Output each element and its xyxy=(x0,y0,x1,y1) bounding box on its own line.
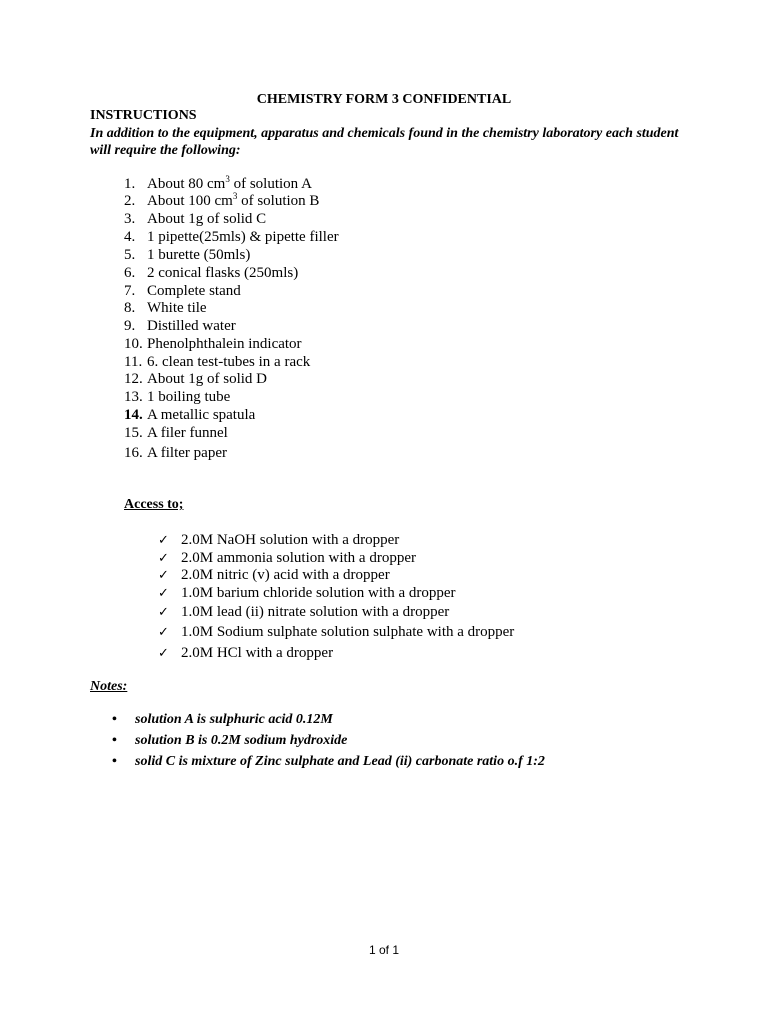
list-item: • solution B is 0.2M sodium hydroxide xyxy=(112,733,348,748)
list-item: 10. Phenolphthalein indicator xyxy=(124,336,302,352)
document-title: CHEMISTRY FORM 3 CONFIDENTIAL xyxy=(256,92,512,107)
list-item: 2. About 100 $cm^3$ of solution B xyxy=(124,191,320,209)
list-item: • solid C is mixture of Zinc sulphate and Lead (ii) carbonate ratio o.f 1:2 xyxy=(112,754,545,769)
bullet-icon: • xyxy=(112,712,117,727)
list-item: 12. About 1g of solid D xyxy=(124,371,267,387)
list-item: 1. About 80 $cm^3$ of solution A xyxy=(124,174,312,192)
list-item: 4. 1 pipette(25mls) & pipette filler xyxy=(124,229,339,245)
access-heading: Access to; xyxy=(124,497,184,512)
list-item: ✓ 1.0M barium chloride solution with a dropper xyxy=(158,585,456,601)
instructions-intro: In addition to the equipment, apparatus and chemicals found in the chemistry laboratory each student will require the following: xyxy=(90,126,679,158)
bullet-icon: • xyxy=(112,733,117,748)
checkmark-icon: ✓ xyxy=(158,646,169,661)
list-item: 15. A filer funnel xyxy=(124,425,228,441)
list-item: 8. White tile xyxy=(124,300,207,316)
checkmark-icon: ✓ xyxy=(158,533,169,548)
list-item: 3. About 1g of solid C xyxy=(124,211,267,227)
list-item: ✓ 2.0M HCl with a dropper xyxy=(158,645,334,661)
list-item: ✓ 1.0M Sodium sulphate solution sulphate with a dropper xyxy=(158,624,515,640)
list-item: 5. 1 burette (50mls) xyxy=(124,247,251,263)
checkmark-icon: ✓ xyxy=(158,605,169,620)
checkmark-icon: ✓ xyxy=(158,551,169,566)
list-item: ✓ 2.0M nitric (v) acid with a dropper xyxy=(158,567,390,583)
list-item: ✓ 2.0M NaOH solution with a dropper xyxy=(158,532,400,548)
list-item: 6. 2 conical flasks (250mls) xyxy=(124,265,299,281)
page-number: 1 of 1 xyxy=(368,943,400,957)
checkmark-icon: ✓ xyxy=(158,568,169,583)
list-item: 9. Distilled water xyxy=(124,318,236,334)
list-item: ✓ 2.0M ammonia solution with a dropper xyxy=(158,550,416,566)
bullet-icon: • xyxy=(112,754,117,769)
list-item: 7. Complete stand xyxy=(124,283,241,299)
list-item: 16. A filter paper xyxy=(124,445,227,461)
list-item: 13. 1 boiling tube xyxy=(124,389,231,405)
checkmark-icon: ✓ xyxy=(158,586,169,601)
list-item: 14. A metallic spatula xyxy=(124,407,256,423)
list-item: ✓ 1.0M lead (ii) nitrate solution with a dropper xyxy=(158,604,450,620)
checkmark-icon: ✓ xyxy=(158,625,169,640)
instructions-heading: INSTRUCTIONS xyxy=(90,108,197,123)
list-item: 11. 6. clean test-tubes in a rack xyxy=(124,354,311,370)
notes-heading: Notes: xyxy=(90,679,128,694)
list-item: • solution A is sulphuric acid 0.12M xyxy=(112,712,333,727)
